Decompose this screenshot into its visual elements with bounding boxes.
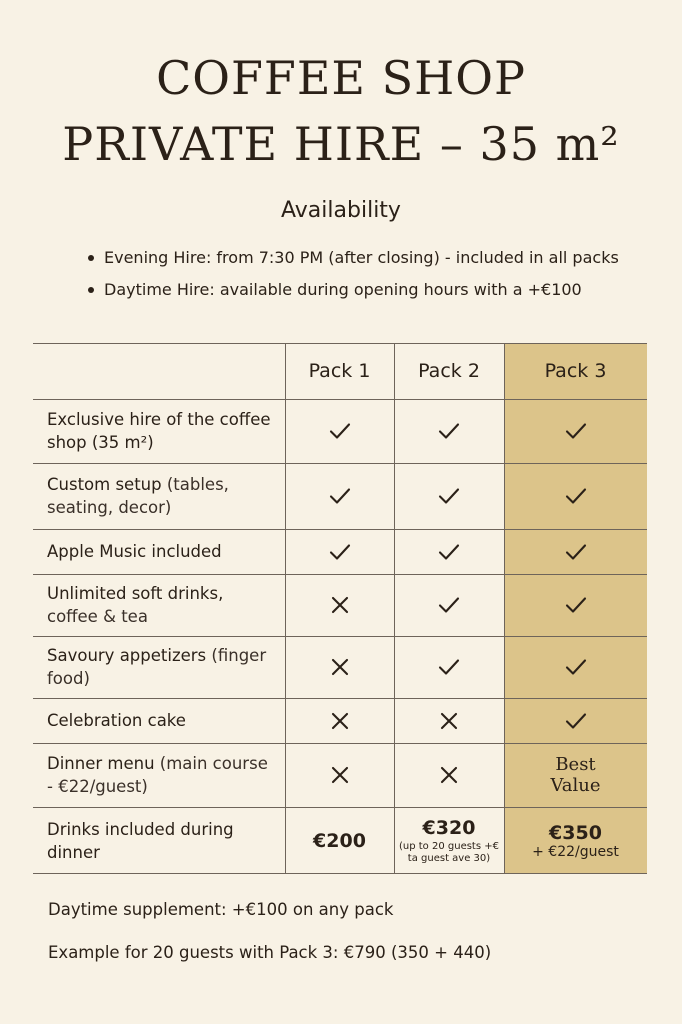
price-value: €350 (549, 821, 602, 844)
feature-label (47, 399, 277, 463)
availability-item-text: Daytime Hire: available during opening hours with a +€100 (104, 280, 582, 299)
feature-label-main: Celebration cake (47, 711, 186, 730)
feature-label-main: Dinner menu (47, 754, 155, 773)
feature-label-detail: (tables, seating, decor) (47, 475, 229, 517)
feature-label-main: Savoury appetizers (47, 646, 207, 665)
check-icon (504, 636, 647, 698)
check-icon (394, 463, 504, 529)
availability-list (84, 244, 664, 308)
check-icon (285, 463, 394, 529)
price-pack1 (285, 807, 394, 874)
feature-label (47, 529, 277, 574)
check-icon (504, 463, 647, 529)
daytime-supplement-note: Daytime supplement: +€100 on any pack (48, 900, 394, 919)
availability-item-evening (84, 244, 664, 276)
check-icon (394, 399, 504, 463)
page-title-line-2: PRIVATE HIRE – 35 m² (62, 117, 620, 171)
availability-heading: Availability (281, 198, 401, 223)
cross-icon (394, 743, 504, 807)
pricing-table (33, 343, 647, 874)
price-value: €200 (313, 829, 366, 852)
feature-label-main: Custom setup (47, 475, 162, 494)
cross-icon (285, 574, 394, 636)
feature-label (47, 574, 277, 636)
price-value: €320 (422, 816, 476, 839)
check-icon (504, 574, 647, 636)
check-icon (285, 529, 394, 574)
cross-icon (285, 636, 394, 698)
bullet-icon (88, 287, 94, 293)
feature-label (47, 698, 277, 743)
feature-label-main: Exclusive hire of the coffee shop (35 m²) (47, 410, 271, 452)
check-icon (504, 529, 647, 574)
cross-icon (285, 698, 394, 743)
feature-label (47, 463, 277, 529)
check-icon (504, 399, 647, 463)
header-pack-3: Pack 3 (544, 360, 607, 382)
cross-icon (285, 743, 394, 807)
best-value-text: Best Value (550, 754, 601, 796)
check-icon (285, 399, 394, 463)
check-icon (394, 574, 504, 636)
header-pack-2: Pack 2 (418, 360, 480, 382)
check-icon (394, 529, 504, 574)
feature-label-main: Unlimited soft drinks, (47, 584, 224, 603)
feature-label-detail: (finger food) (47, 646, 267, 688)
page-title-line-1: COFFEE SHOP (156, 51, 526, 105)
availability-item-text: Evening Hire: from 7:30 PM (after closing) - included in all packs (104, 248, 619, 267)
feature-label (47, 807, 277, 874)
example-calculation: Example for 20 guests with Pack 3: €790 (350 + 440) (48, 943, 492, 962)
bullet-icon (88, 255, 94, 261)
feature-label (47, 743, 277, 807)
header-pack-1: Pack 1 (308, 360, 371, 382)
check-icon (504, 698, 647, 743)
feature-label (47, 636, 277, 698)
feature-label-main: Drinks included during dinner (47, 819, 234, 862)
price-pack2 (394, 807, 504, 874)
price-per-guest: + €22/guest (532, 843, 619, 860)
cross-icon (394, 698, 504, 743)
feature-label-main: Apple Music included (47, 542, 222, 561)
price-note: (up to 20 guests +€ ta guest ave 30) (399, 840, 499, 864)
feature-label-detail: (main course - €22/guest) (47, 754, 268, 796)
availability-item-daytime (84, 276, 664, 308)
best-value-label (504, 743, 647, 807)
check-icon (394, 636, 504, 698)
feature-label-detail: coffee & tea (47, 607, 148, 626)
price-pack3 (504, 807, 647, 874)
